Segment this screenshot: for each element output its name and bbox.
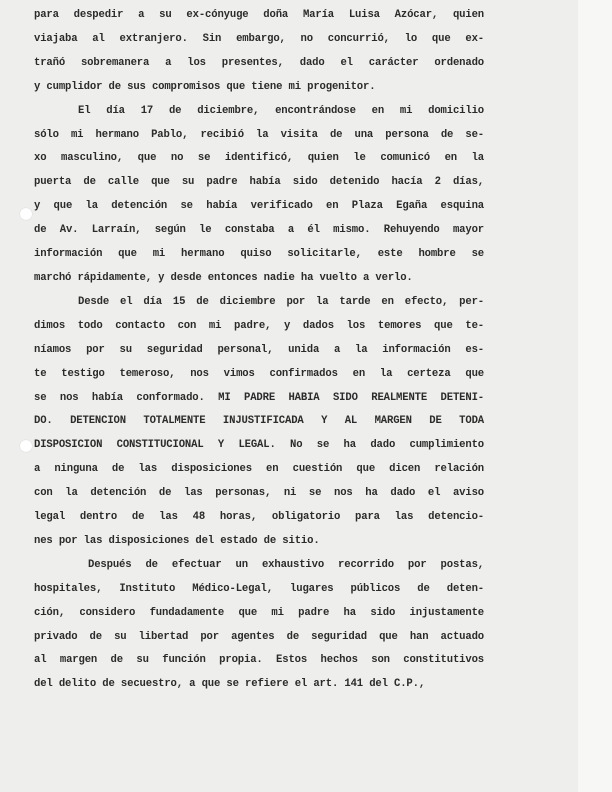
text-line: al margen de su función propia. Estos hechos son constitutivos: [34, 654, 484, 667]
text-line: dimos todo contacto con mi padre, y dados los temores que te-: [34, 319, 484, 332]
text-line: DO. DETENCION TOTALMENTE INJUSTIFICADA Y AL MARGEN DE TODA: [34, 415, 484, 428]
text-line: y que la detención se había verificado en Plaza Egaña esquina: [34, 200, 484, 213]
text-line: para despedir a su ex-cónyuge doña María Luisa Azócar, quien: [34, 9, 484, 21]
text-line: se nos había conformado. MI PADRE HABIA SIDO REALMENTE DETENI-: [34, 391, 484, 404]
text-line: puerta de calle que su padre había sido detenido hacía 2 días,: [34, 176, 484, 189]
text-line: del delito de secuestro, a que se refiere el art. 141 del C.P.,: [34, 678, 426, 691]
text-line: y cumplidor de sus compromisos que tiene mi progenitor.: [34, 80, 376, 93]
text-line: de Av. Larraín, según le constaba a él mismo. Rehuyendo mayor: [34, 224, 484, 237]
text-line: trañó sobremanera a los presentes, dado el carácter ordenado: [34, 56, 484, 69]
text-line: Después de efectuar un exhaustivo recorrido por postas,: [88, 558, 484, 571]
text-line: marchó rápidamente, y desde entonces nadie ha vuelto a verlo.: [34, 271, 413, 284]
text-line: te testigo temeroso, nos vimos confirmados en la certeza que: [34, 367, 484, 380]
page-margin: [578, 0, 612, 792]
text-line: xo masculino, que no se identificó, quien le comunicó en la: [34, 152, 484, 165]
text-line: legal dentro de las 48 horas, obligatorio para las detencio-: [34, 511, 484, 524]
text-line: hospitales, Instituto Médico-Legal, lugares públicos de deten-: [34, 582, 484, 595]
text-line: ción, considero fundadamente que mi padre ha sido injustamente: [34, 606, 484, 619]
text-line: nes por las disposiciones del estado de sitio.: [34, 534, 320, 547]
text-line: privado de su libertad por agentes de seguridad que han actuado: [34, 630, 484, 643]
document-body-text: [34, 4, 484, 697]
text-line: DISPOSICION CONSTITUCIONAL Y LEGAL. No se ha dado cumplimiento: [34, 439, 484, 452]
text-line: sólo mi hermano Pablo, recibió la visita de una persona de se-: [34, 128, 484, 141]
punch-hole-bottom: [20, 440, 32, 452]
text-line: con la detención de las personas, ni se nos ha dado el aviso: [34, 487, 484, 500]
text-line: El día 17 de diciembre, encontrándose en mi domicilio: [78, 104, 484, 117]
text-line: Desde el día 15 de diciembre por la tarde en efecto, per-: [78, 295, 484, 308]
text-line: a ninguna de las disposiciones en cuestión que dicen relación: [34, 463, 484, 476]
text-line: níamos por su seguridad personal, unida a la información es-: [34, 343, 484, 356]
punch-hole-top: [20, 208, 32, 220]
text-line: viajaba al extranjero. Sin embargo, no concurrió, lo que ex-: [34, 32, 484, 45]
text-line: información que mi hermano quiso solicitarle, este hombre se: [34, 248, 484, 261]
